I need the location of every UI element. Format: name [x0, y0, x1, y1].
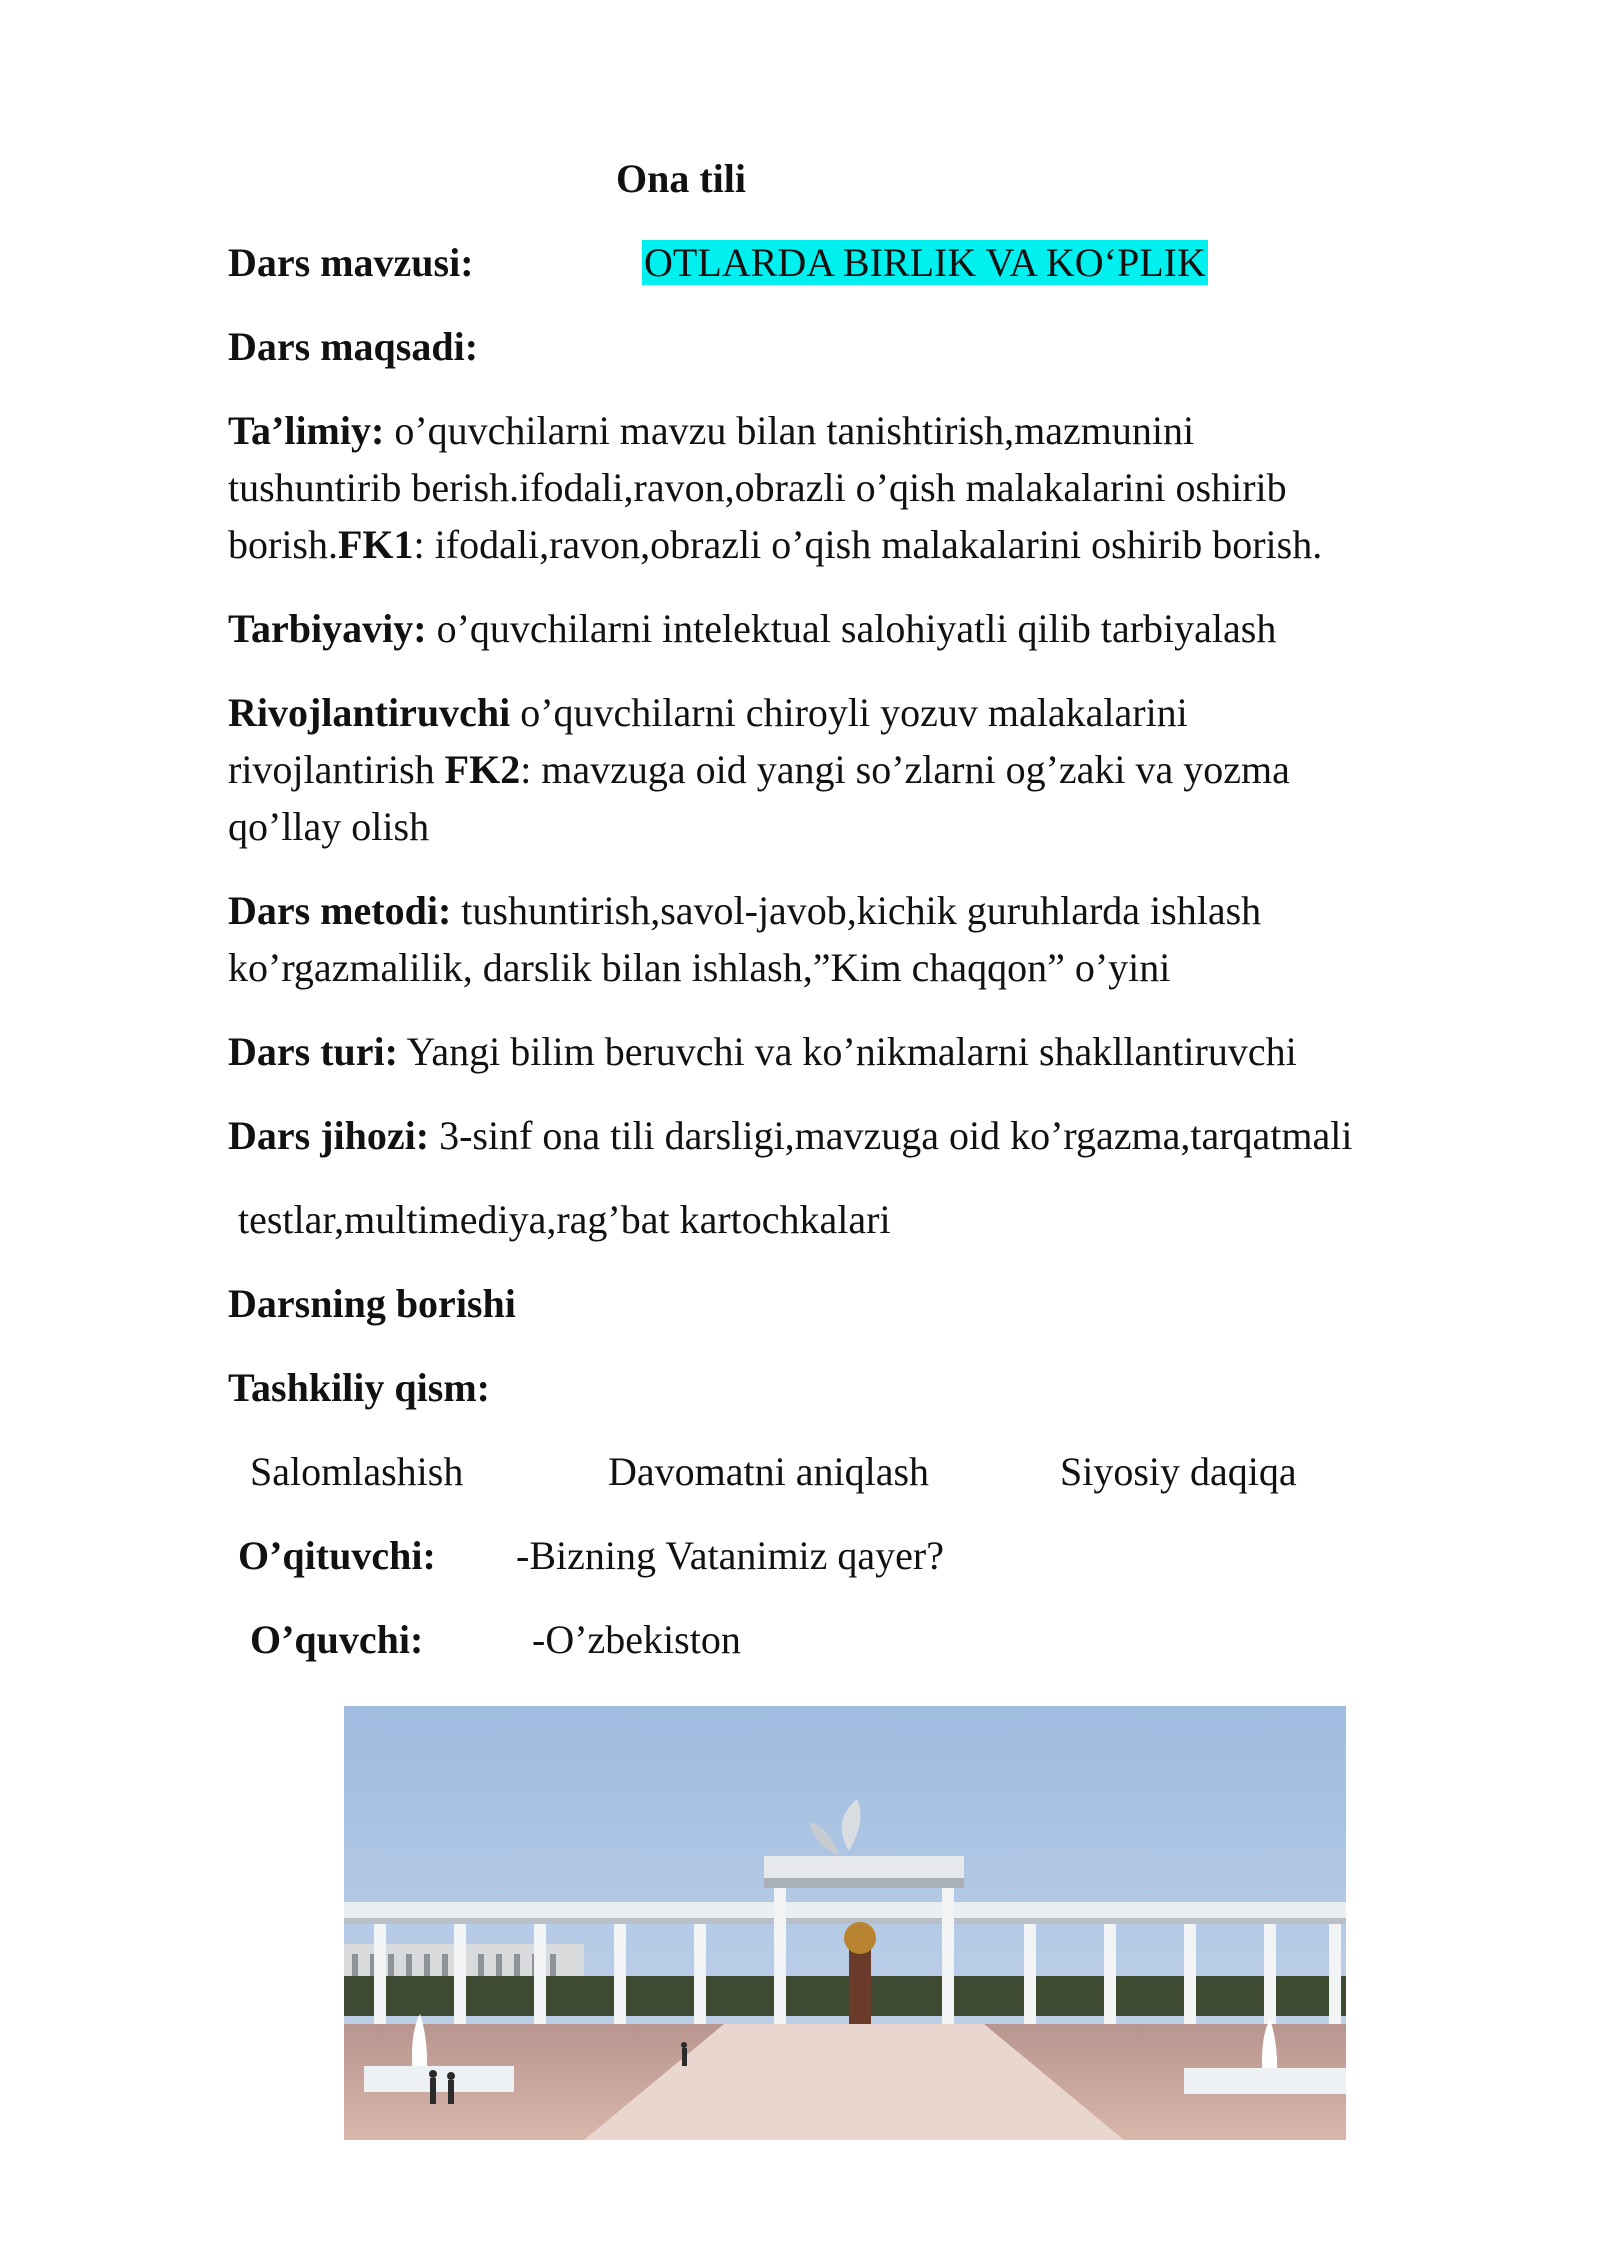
- subject-title: Ona tili: [616, 156, 747, 201]
- developing-text-1: o’quvchilarni chiroyli yozuv malakalarini: [520, 690, 1188, 735]
- upbringing-text: o’quvchilarni intelektual salohiyatli qilib tarbiyalash: [436, 606, 1277, 651]
- developing-text-2a: rivojlantirish: [228, 747, 435, 792]
- org-item-greeting: Salomlashish: [250, 1449, 464, 1494]
- developing-line-2: [228, 741, 1290, 798]
- upbringing-line: [228, 600, 1276, 657]
- upbringing-label: Tarbiyaviy:: [228, 606, 427, 651]
- independence-square-photo: [344, 1706, 1346, 2140]
- developing-line-3: qo’llay olish: [228, 804, 430, 849]
- type-label: Dars turi:: [228, 1029, 398, 1074]
- student-answer: -O’zbekiston: [532, 1617, 741, 1662]
- type-text: Yangi bilim beruvchi va ko’nikmalarni shakllantiruvchi: [406, 1029, 1297, 1074]
- educational-line-1: [228, 402, 1194, 459]
- topic-highlight: OTLARDA BIRLIK VA KO‘PLIK: [644, 240, 1206, 285]
- fk1-label: FK1: [338, 522, 414, 567]
- type-line: [228, 1023, 1297, 1080]
- method-text-1: tushuntirish,savol-javob,kichik guruhlarda ishlash: [461, 888, 1262, 933]
- org-item-attendance: Davomatni aniqlash: [608, 1449, 930, 1494]
- teacher-label: O’qituvchi:: [238, 1533, 436, 1578]
- educational-line-3: [228, 516, 1322, 573]
- org-heading: Tashkiliy qism:: [228, 1365, 490, 1410]
- equipment-label: Dars jihozi:: [228, 1113, 430, 1158]
- method-line-2: ko’rgazmalilik, darslik bilan ishlash,”Kim chaqqon” o’yini: [228, 945, 1171, 990]
- org-item-political-minute: Siyosiy daqiqa: [1060, 1449, 1297, 1494]
- topic-label: Dars mavzusi:: [228, 240, 474, 285]
- equipment-text-1: 3-sinf ona tili darsligi,mavzuga oid ko’rgazma,tarqatmali: [439, 1113, 1353, 1158]
- educational-label: Ta’limiy:: [228, 408, 385, 453]
- equipment-line-1: [228, 1107, 1353, 1164]
- goal-label: Dars maqsadi:: [228, 324, 479, 369]
- square-illustration: [344, 1706, 1346, 2140]
- topic-value: [642, 234, 1208, 291]
- fk2-label: FK2: [444, 747, 521, 792]
- progress-heading: Darsning borishi: [228, 1281, 516, 1326]
- equipment-line-2: testlar,multimediya,rag’bat kartochkalari: [238, 1197, 891, 1242]
- educational-text-3b: : ifodali,ravon,obrazli o’qish malakalarini oshirib borish.: [413, 522, 1323, 567]
- educational-text-3a: borish.: [228, 522, 338, 567]
- developing-line-1: [228, 684, 1188, 741]
- developing-label: Rivojlantiruvchi: [228, 690, 511, 735]
- educational-line-2: tushuntirib berish.ifodali,ravon,obrazli o’qish malakalarini oshirib: [228, 465, 1287, 510]
- method-line-1: [228, 882, 1261, 939]
- method-label: Dars metodi:: [228, 888, 452, 933]
- teacher-question: -Bizning Vatanimiz qayer?: [516, 1533, 945, 1578]
- developing-text-2b: : mavzuga oid yangi so’zlarni og’zaki va yozma: [520, 747, 1290, 792]
- educational-text-1: o’quvchilarni mavzu bilan tanishtirish,mazmunini: [394, 408, 1195, 453]
- student-label: O’quvchi:: [250, 1617, 424, 1662]
